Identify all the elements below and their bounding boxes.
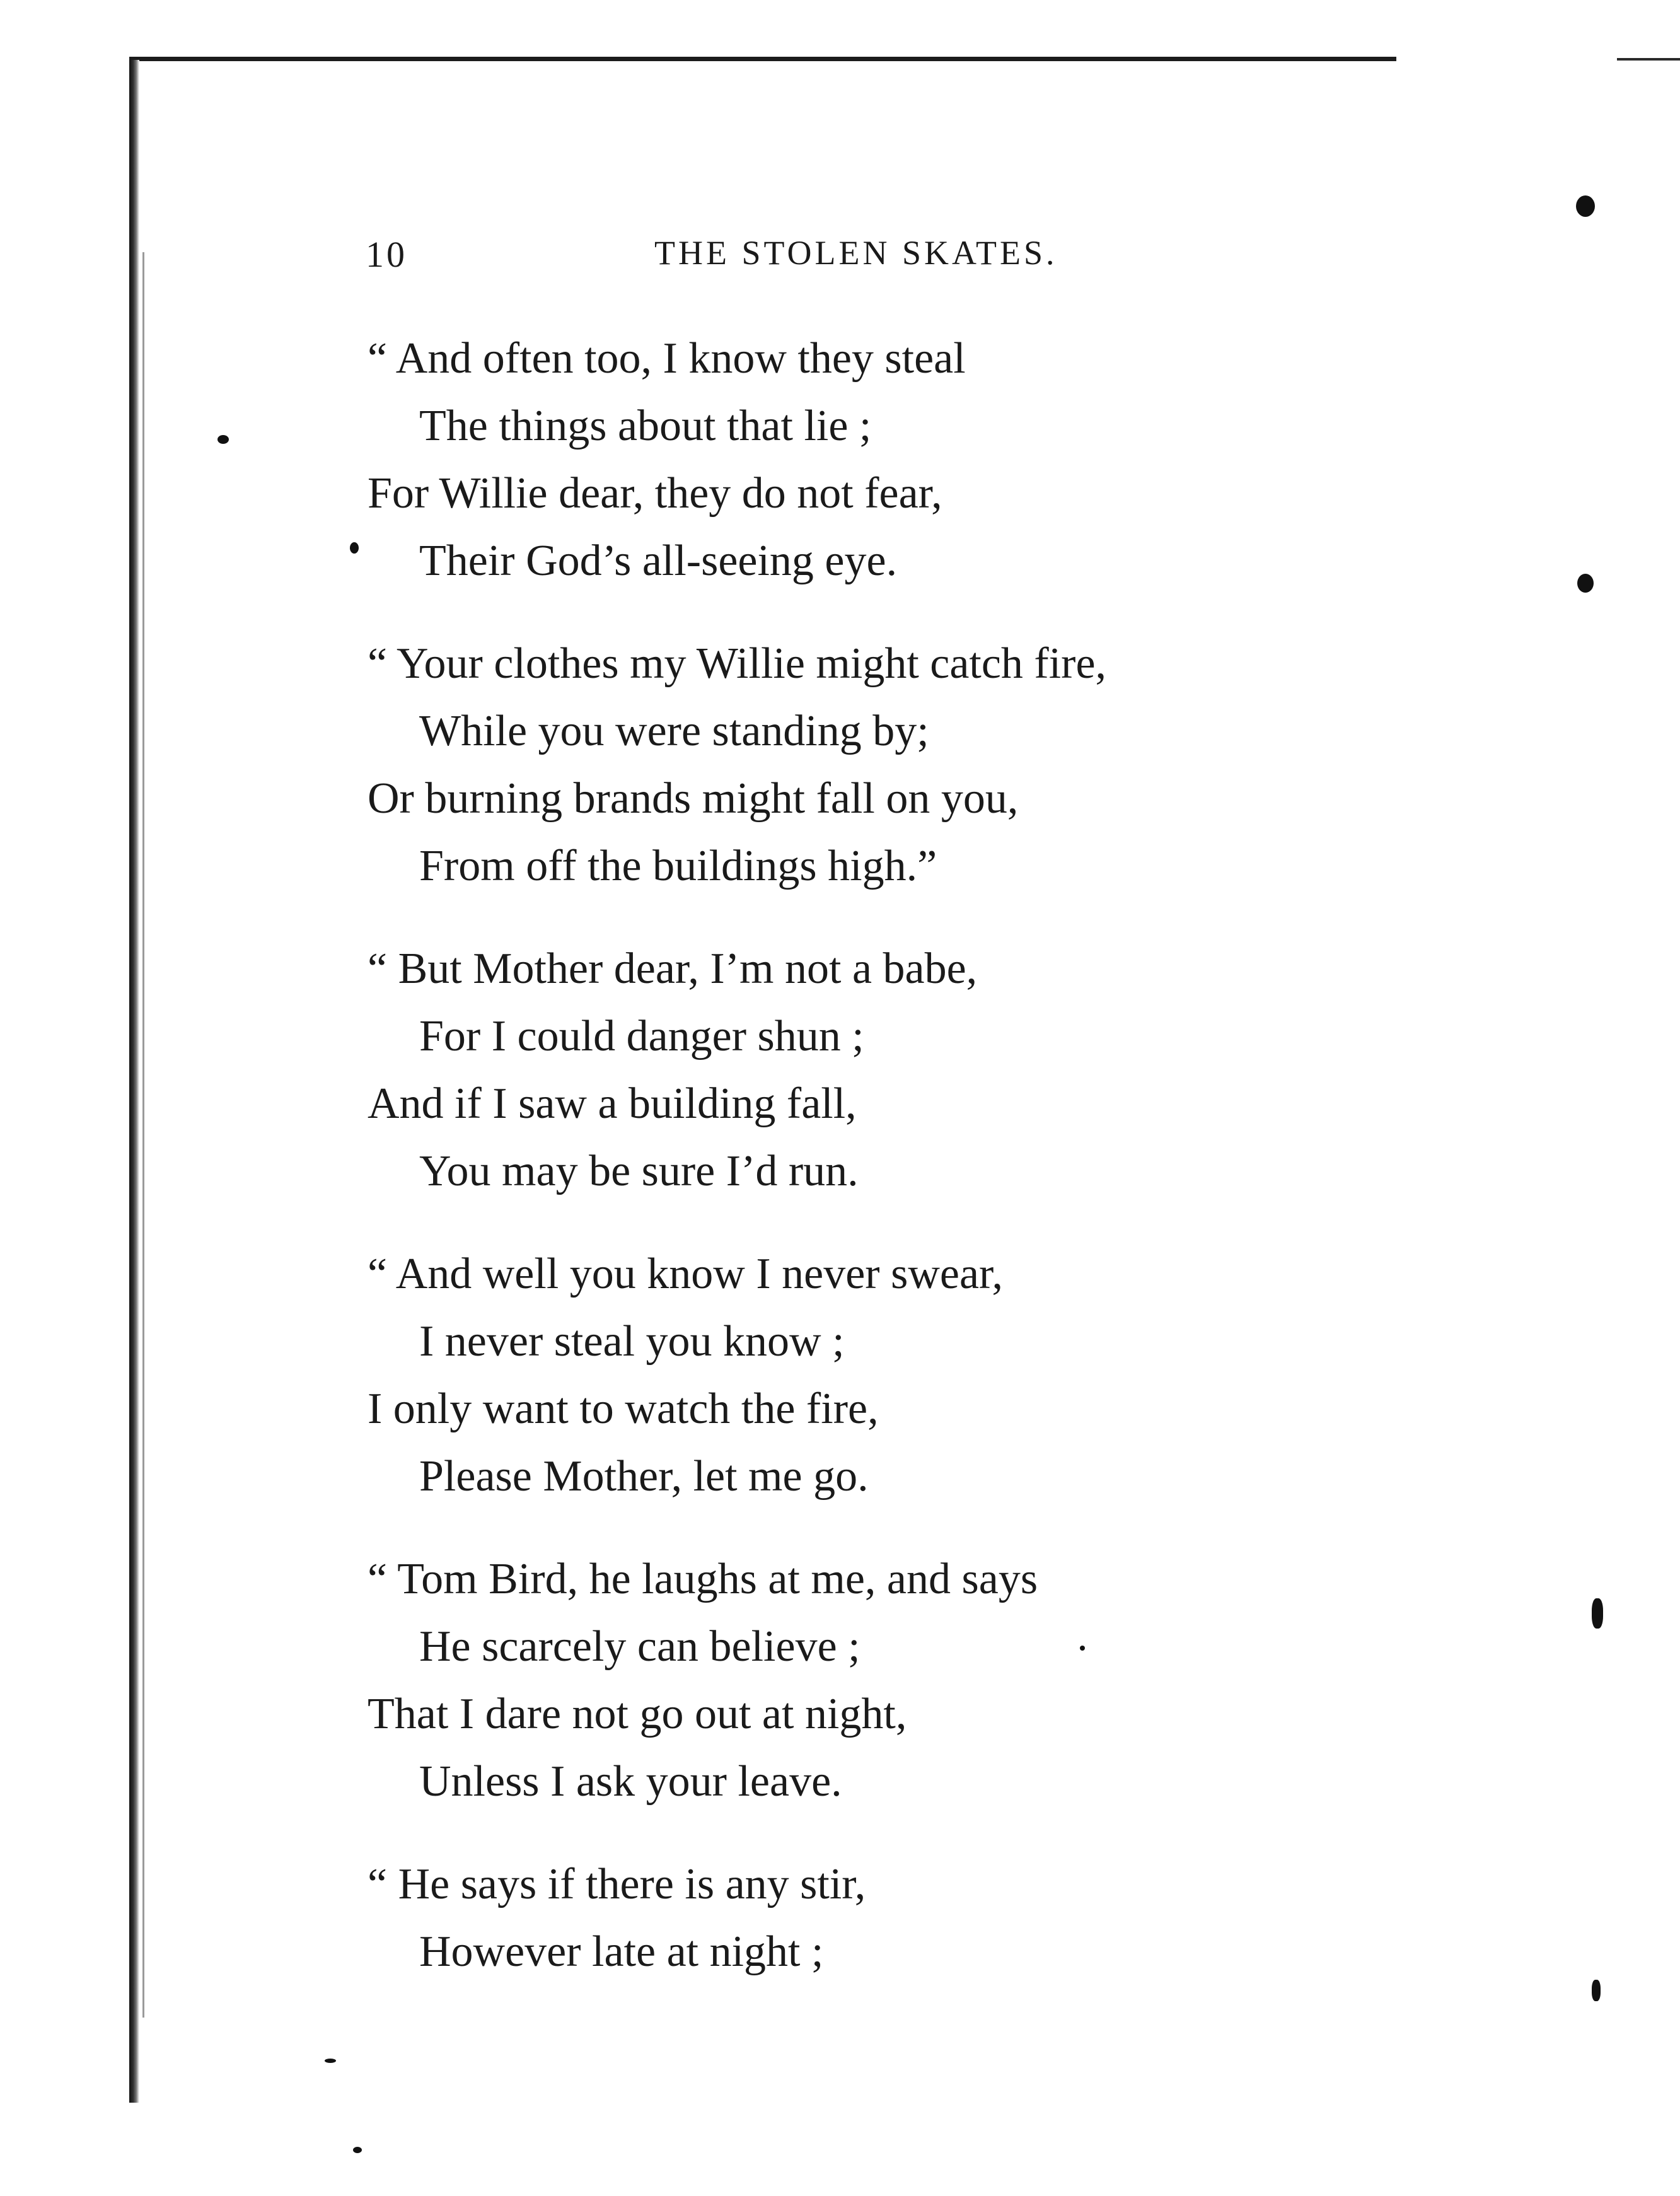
ink-speck: [1576, 195, 1595, 217]
stanza: [368, 1240, 1313, 1510]
page-header: [366, 233, 1261, 284]
poem-line: You may be sure I’d run.: [419, 1147, 859, 1195]
poem-line: From off the buildings high.”: [419, 842, 937, 890]
top-page-edge: [129, 57, 1396, 61]
ink-speck: [217, 435, 229, 444]
poem-line: “ But Mother dear, I’m not a babe,: [368, 944, 978, 993]
poem-line: “ And well you know I never swear,: [368, 1250, 1004, 1298]
poem-line: For I could danger shun ;: [419, 1012, 864, 1060]
running-title: THE STOLEN SKATES.: [654, 234, 1058, 272]
poem-line: The things about that lie ;: [419, 402, 872, 450]
stanza: [368, 325, 1313, 595]
ink-speck: [1577, 574, 1594, 593]
poem-line: I only want to watch the fire,: [368, 1385, 879, 1433]
poem-line: However late at night ;: [419, 1927, 824, 1976]
ink-speck: [350, 542, 359, 554]
top-page-edge-right: [1617, 58, 1680, 61]
ink-speck: [1592, 1598, 1603, 1629]
ink-speck: [1080, 1646, 1085, 1651]
page-binding-shadow: [142, 252, 144, 2018]
ink-speck: [1592, 1980, 1601, 2001]
poem-line: For Willie dear, they do not fear,: [368, 469, 942, 518]
ink-speck: [353, 2147, 362, 2153]
poem-line: Unless I ask your leave.: [419, 1757, 842, 1806]
poem-line: While you were standing by;: [419, 707, 929, 755]
stanza: [368, 1545, 1313, 1815]
poem-line: I never steal you know ;: [419, 1317, 845, 1366]
poem-line: That I dare not go out at night,: [368, 1690, 907, 1738]
stanza: [368, 1850, 1313, 1985]
stanza: [368, 630, 1313, 900]
poem-line: Or burning brands might fall on you,: [368, 774, 1019, 823]
poem-line: He scarcely can believe ;: [419, 1622, 860, 1671]
poem-line: Please Mother, let me go.: [419, 1452, 869, 1501]
page-number: 10: [366, 234, 407, 275]
page-binding-edge: [129, 60, 139, 2103]
poem-line: “ He says if there is any stir,: [368, 1860, 866, 1908]
ink-speck: [325, 2059, 336, 2063]
poem-line: “ Tom Bird, he laughs at me, and says: [368, 1555, 1038, 1603]
poem-line: And if I saw a building fall,: [368, 1079, 857, 1128]
stanza: [368, 935, 1313, 1205]
poem-body: [368, 325, 1313, 2021]
poem-line: Their God’s all-seeing eye.: [419, 537, 898, 585]
poem-line: “ Your clothes my Willie might catch fire,: [368, 639, 1107, 688]
poem-line: “ And often too, I know they steal: [368, 334, 966, 383]
